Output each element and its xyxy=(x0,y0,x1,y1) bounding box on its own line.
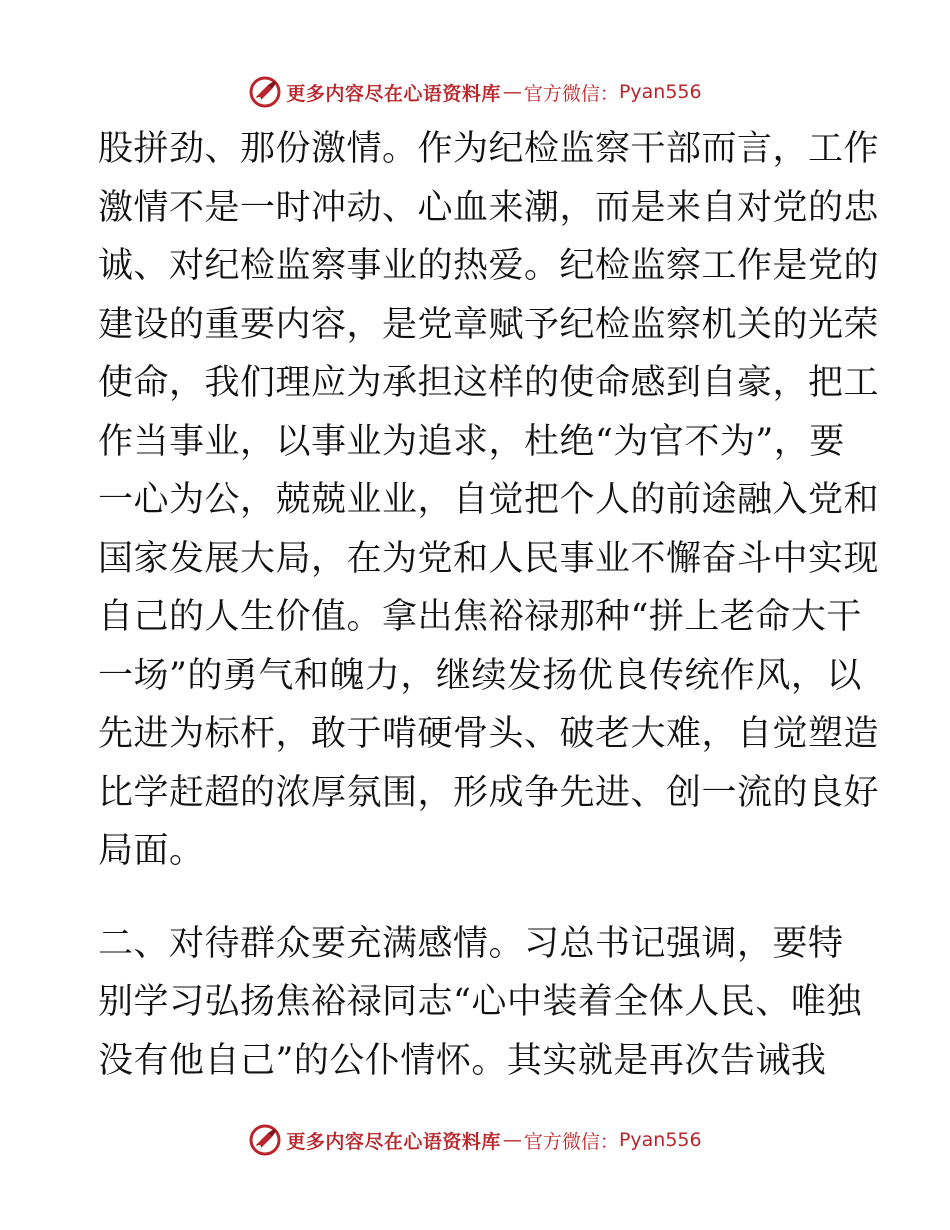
text-line: 局面。 xyxy=(98,831,205,871)
text-line: 先进为标杆，敢于啃硬骨头、破老大难，自觉塑造 xyxy=(98,714,880,754)
header-banner xyxy=(0,72,950,112)
document-body xyxy=(98,120,880,1090)
text-line: 一场”的勇气和魄力，继续发扬优良传统作风，以 xyxy=(98,655,862,696)
text-line: 没有他自己”的公仆情怀。其实就是再次告诫我 xyxy=(98,1040,827,1081)
paragraph-2 xyxy=(98,915,862,1091)
text-line: 建设的重要内容，是党章赋予纪检监察机关的光荣 xyxy=(98,304,880,345)
logo-icon xyxy=(248,1123,282,1157)
footer-contact-label: 官方微信： xyxy=(523,1130,619,1153)
paragraph-gap xyxy=(98,881,850,915)
text-line: 激情不是一时冲动、心血来潮，而是来自对党的忠 xyxy=(98,187,880,228)
paragraph-1 xyxy=(98,120,880,881)
text-line: 一心为公，兢兢业业，自觉把个人的前途融入党和 xyxy=(98,480,880,520)
text-line: 国家发展大局，在为党和人民事业不懈奋斗中实现 xyxy=(98,538,880,579)
text-line: 别学习弘扬焦裕禄同志“心中装着全体人民、唯独 xyxy=(98,982,862,1022)
header-brand: 更多内容尽在心语资料库 xyxy=(286,82,501,105)
footer-banner xyxy=(0,1120,950,1160)
text-line: 股拼劲、那份激情。作为纪检监察干部而言，工作 xyxy=(98,129,880,169)
text-line: 二、对待群众要充满感情。习总书记强调，要特 xyxy=(98,923,844,964)
header-dash: — xyxy=(502,81,522,103)
text-line: 自己的人生价值。拿出焦裕禄那种“拼上老命大干 xyxy=(98,597,862,637)
footer-contact-id: Pyan556 xyxy=(618,1129,702,1151)
logo-icon xyxy=(248,75,282,109)
header-contact-id: Pyan556 xyxy=(618,81,702,103)
text-line: 作当事业，以事业为追求，杜绝“为官不为”，要 xyxy=(98,421,845,462)
footer-brand: 更多内容尽在心语资料库 xyxy=(286,1130,501,1153)
header-contact-label: 官方微信： xyxy=(523,82,619,105)
footer-dash: — xyxy=(502,1129,522,1151)
text-line: 诚、对纪检监察事业的热爱。纪检监察工作是党的 xyxy=(98,246,880,286)
text-line: 使命，我们理应为承担这样的使命感到自豪，把工 xyxy=(98,363,880,403)
text-line: 比学赶超的浓厚氛围，形成争先进、创一流的良好 xyxy=(98,772,880,813)
